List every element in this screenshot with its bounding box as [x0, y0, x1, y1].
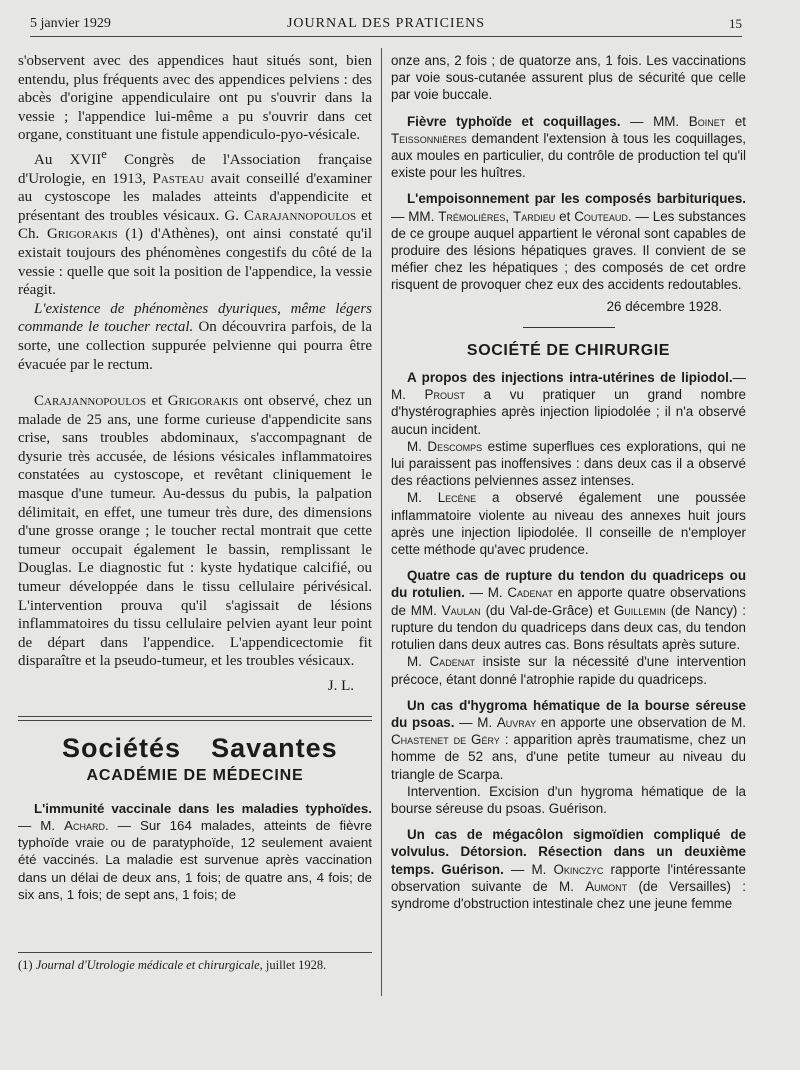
paragraph-text: Au XVII — [34, 151, 102, 168]
spacer — [18, 374, 372, 392]
paragraph-text: a vu pratiquer un grand nombre d'hystérographies après injection lipiodolée ; il n'a observé aucun incident. — [391, 387, 746, 437]
section-divider — [18, 716, 372, 721]
section-title — [62, 732, 372, 763]
paragraph-text: M. — [407, 654, 430, 670]
section-title-word: Sociétés — [62, 732, 182, 763]
article-heading: Quatre cas de rupture du tendon du quadriceps ou du rotulien. — [391, 568, 746, 601]
paragraph — [391, 369, 746, 438]
paragraph-text: (de Nancy) : rupture du tendon du quadriceps dans deux cas, du tendon rotulien dans deux autres cas. Bons résultats après suture. — [391, 602, 746, 653]
dateline: 26 décembre 1928. — [606, 298, 722, 314]
paragraph-text: et Ch. — [18, 207, 373, 243]
paragraph — [391, 438, 746, 490]
paragraph — [391, 190, 746, 293]
emphasis-text: L'existence de phénomènes dyuriques, même légers commande le toucher rectal. — [18, 300, 372, 336]
paragraph — [391, 567, 746, 653]
superscript: e — [101, 146, 107, 161]
issue-date: 5 janvier 1929 — [30, 16, 111, 31]
paragraph-text: (1) d'Athènes), ont ainsi constaté qu'il existait toujours des phénomènes congestifs du côté de la vessie : quelle que soit la position de l'appendice, la vessie réagit. — [18, 226, 372, 299]
paragraph-text: — MM. — [391, 208, 439, 224]
paragraph-text: , — [505, 208, 514, 224]
author-name: Cadenat — [507, 585, 553, 601]
paragraph-text: en apporte une observation de M. — [536, 714, 746, 730]
paragraph — [18, 300, 372, 374]
author-name: Proust — [424, 387, 465, 403]
subsection-title: SOCIÉTÉ DE CHIRURGIE — [466, 341, 671, 359]
author-name: Boinet — [688, 113, 726, 129]
paragraph — [18, 145, 372, 300]
short-divider — [523, 327, 615, 328]
paragraph — [391, 697, 746, 783]
author-name: Chastenet de Géry — [391, 732, 500, 748]
section-title-word: Savantes — [211, 732, 338, 763]
author-name: Trémolières — [438, 208, 506, 224]
paragraph-text: — M. — [18, 817, 65, 833]
journal-title: JOURNAL DES PRATICIENS — [286, 16, 486, 31]
footnote-text: juillet 1928. — [262, 958, 327, 972]
paragraph-text: On découvrira parfois, de la sorte, une collection suppurée pelvienne qui pourra être évacuée par le rectum. — [18, 319, 372, 373]
author-name: Guillemin — [613, 602, 666, 618]
paragraph-text: rapporte l'intéressante observation suivante de M. — [391, 861, 746, 894]
paragraph — [18, 392, 372, 671]
column-divider — [381, 48, 382, 996]
author-name: Okinczyc — [553, 861, 604, 877]
author-name: Grigorakis — [46, 226, 118, 243]
paragraph-text: s'observent avec des appendices haut situés sont, bien entendu, plus fréquents avec des appendices pelviens : des abcès d'origine appendiculaire ont pu s'ouvrir dans la vessie ; l'appendice lui-même a pu s'ouvrir dans cet organe, constituant une fistule appendiculo-pyo-vésicale. — [18, 53, 372, 144]
paragraph-text: M. — [407, 438, 428, 454]
paragraph-text: . — Les substances de ce groupe auquel appartient le véronal sont capables de produire des lésions hépatiques graves. Il convient de se méfier chez les hépatiques ; des composés de cet ordre risquent de provoquer chez eux des accidents redoutables. — [391, 208, 746, 293]
paragraph-text: — M. — [391, 370, 746, 403]
author-name: Tardieu — [513, 208, 556, 224]
author-name: Pasteau — [152, 170, 205, 187]
spacer — [391, 558, 746, 567]
left-column — [18, 52, 372, 903]
author-name: Lecène — [437, 490, 477, 506]
signature: J. L. — [327, 678, 354, 694]
spacer — [391, 104, 746, 113]
author-name: Aumont — [585, 878, 628, 894]
paragraph — [391, 783, 746, 817]
paragraph-text: et — [725, 113, 747, 129]
paragraph-text: — M. — [454, 714, 497, 730]
paragraph-text: (du Val-de-Grâce) et — [480, 602, 614, 618]
paragraph — [391, 653, 746, 687]
spacer — [391, 181, 746, 190]
paragraph-text: onze ans, 2 fois ; de quatorze ans, 1 fois. Les vaccinations par voie sous-cutanée assurent plus de sécurité que celle par voie buccale. — [391, 53, 746, 103]
author-name: Descomps — [427, 438, 483, 454]
paragraph — [391, 489, 746, 558]
running-header — [30, 14, 742, 37]
paragraph-text: Congrès de l'Association française d'Urologie, en 1913, — [18, 151, 372, 187]
spacer — [391, 817, 746, 826]
footnote-citation: Journal d'Utrologie médicale et chirurgicale, — [35, 958, 263, 972]
paragraph-text: Intervention. Excision d'un hygroma hématique de la bourse séreuse du psoas. Guérison. — [391, 783, 746, 816]
paragraph — [391, 52, 746, 104]
author-name: Achard — [64, 817, 105, 833]
author-name: Couteaud — [574, 208, 628, 224]
paragraph — [391, 113, 746, 182]
paragraph-text: et — [555, 208, 575, 224]
author-name: Vaulan — [441, 602, 481, 618]
paragraph-text: — MM. — [620, 113, 689, 129]
footnote — [18, 958, 372, 973]
paragraph-text: ont observé, chez un malade de 25 ans, une forme curieuse d'appendicite sans crise, sans troubles abdominaux, s'accompagnant de dysurie très accusée, de lésions vésicales inflammatoires constatées au cystoscope, et revêtant cliniquement le masque d'une tumeur. Au-dessus du pubis, la palpation délimitait, en effet, une tumeur très dure, des dimensions d'une grosse orange ; le toucher rectal montrait que cette tumeur occupait également le bassin, remplissant le Douglas. Le diagnostic fut : kyste hydatique calcifié, ou tumeur développée dans le tissu cellulaire périvésical. L'intervention prouva qu'il s'agissait de lésions inflammatoires du tissu cellulaire pelvien ayant leur point de départ dans l'appendice. L'appendicectomie fit disparaître et la pseudo-tumeur, et les troubles vésicaux. — [18, 393, 373, 670]
paragraph-text: demandent l'extension à tous les coquillages, aux moules en particulier, du contrôle de production tel qu'il existe pour les huîtres. — [391, 130, 746, 181]
author-name: Grigorakis — [167, 393, 239, 410]
article-heading: Fièvre typhoïde et coquillages. — [407, 113, 621, 129]
paragraph-text: : apparition après traumatisme, chez un homme de 52 ans, d'une petite tumeur au niveau du triangle de Scarpa. — [391, 732, 746, 782]
author-name: Carajannopoulos — [244, 207, 357, 224]
paragraph-text: en apporte quatre observations de MM. — [391, 585, 746, 618]
spacer — [391, 688, 746, 697]
paragraph-text: a observé également une poussée inflammatoire violente au niveau des annexes huit jours après une injection lipiodolée. Il conseille de n'employer cette méthode qu'avec prudence. — [391, 490, 746, 558]
paragraph-text: et — [146, 393, 168, 410]
paragraph-text: insiste sur la nécessité d'une intervention précoce, étant donné l'atrophie rapide du quadriceps. — [391, 654, 746, 687]
author-name: Carajannopoulos — [34, 393, 147, 410]
paragraph-text: — M. — [464, 585, 508, 601]
author-name: Auvray — [496, 714, 537, 730]
page-number: 15 — [729, 16, 742, 31]
article-heading: A propos des injections intra-utérines de lipiodol. — [407, 370, 733, 386]
paragraph-text: M. — [407, 490, 438, 506]
article-heading: Un cas de mégacôlon sigmoïdien compliqué de volvulus. Détorsion. Résection dans un deuxième temps. Guérison. — [391, 827, 746, 877]
author-name: Teissonnières — [391, 130, 467, 146]
paragraph — [18, 52, 372, 145]
footnote-marker: (1) — [18, 958, 36, 972]
right-column — [391, 52, 746, 912]
footnote-rule — [18, 952, 372, 953]
paragraph-text: . — Sur 164 malades, atteints de fièvre typhoïde vraie ou de paratyphoïde, 12 seulement avaient été vaccinés. La maladie est survenue après vaccination dans un délai de deux ans, 1 fois; de quatre ans, 4 fois; de six ans, 1 fois; de sept ans, 1 fois; de — [18, 817, 372, 902]
paragraph-text: — M. — [503, 861, 554, 877]
paragraph — [391, 826, 746, 912]
article-heading: L'empoisonnement par les composés barbituriques. — [407, 191, 746, 207]
article-heading: Un cas d'hygroma hématique de la bourse séreuse du psoas. — [391, 697, 746, 730]
paragraph-text: estime superflues ces explorations, qui ne lui paraissent pas inoffensives : dans deux cas il a observé des réactions pelviennes assez intenses. — [391, 438, 746, 489]
paragraph-text: avait conseillé d'examiner au cystoscope les malades atteints d'appendicite et présentant des troubles vésicaux. G. — [18, 170, 372, 224]
paragraph-text: (de Versailles) : syndrome d'obstruction intestinale chez une jeune femme — [391, 878, 746, 911]
article-heading: L'immunité vaccinale dans les maladies typhoïdes. — [34, 800, 372, 816]
author-name: Cadenat — [429, 654, 476, 670]
subsection-title: ACADÉMIE DE MÉDECINE — [86, 767, 304, 785]
paragraph — [18, 800, 372, 903]
